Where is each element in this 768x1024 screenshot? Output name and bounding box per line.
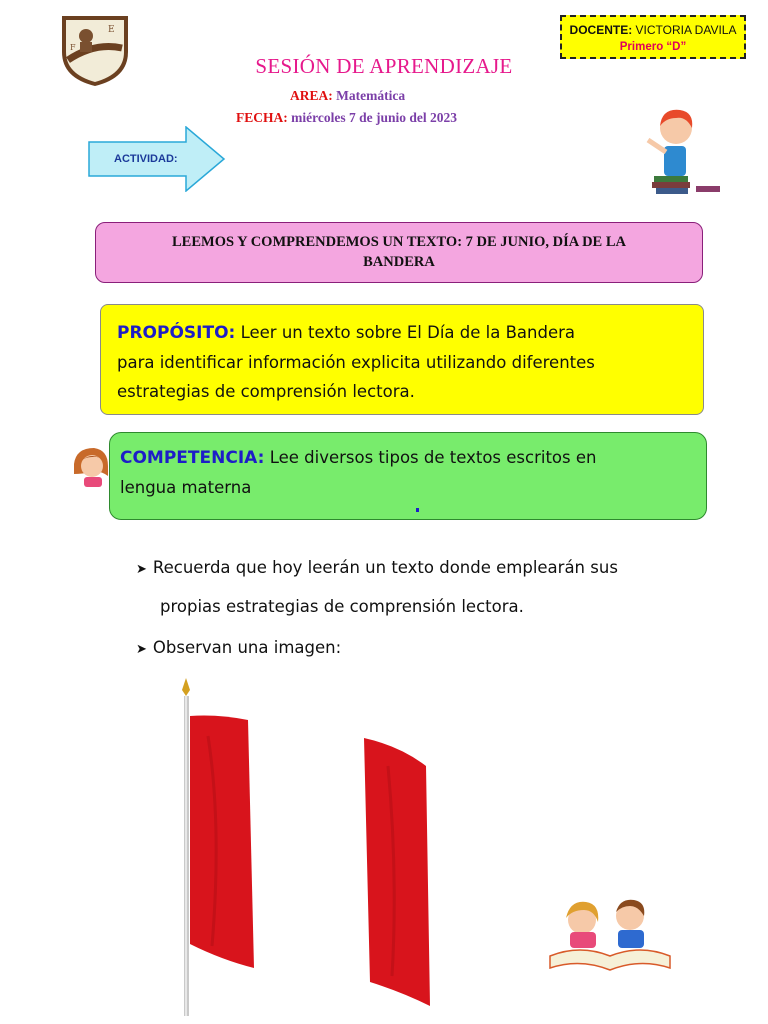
proposito-text-3: estrategias de comprensión lectora. <box>117 382 415 401</box>
lesson-title-line1: LEEMOS Y COMPRENDEMOS UN TEXTO: 7 DE JUNIO, DÍA DE LA <box>172 234 626 250</box>
proposito-label: PROPÓSITO <box>117 323 229 343</box>
bullet-observan <box>136 638 341 657</box>
proposito-box <box>100 304 704 415</box>
docente-box <box>560 15 746 59</box>
peru-flag-image <box>178 676 440 1016</box>
docente-name: VICTORIA DAVILA <box>635 23 737 37</box>
svg-text:F: F <box>70 43 76 52</box>
bullet-observan-text: Observan una imagen: <box>152 638 342 657</box>
kids-reading-illustration <box>540 892 682 976</box>
bullet-recuerda <box>136 558 618 577</box>
area-line <box>290 88 405 104</box>
competencia-dot <box>416 508 419 512</box>
bullet-recuerda-line2: propias estrategias de comprensión lectora. <box>160 597 524 616</box>
bullet-arrow-icon: ➤ <box>136 642 147 657</box>
fecha-value: miércoles 7 de junio del 2023 <box>291 110 457 125</box>
competencia-text-2: lengua materna <box>120 478 252 497</box>
area-value: Matemática <box>336 88 406 103</box>
proposito-text-1: Leer un texto sobre El Día de la Bandera <box>240 323 575 342</box>
bullet-arrow-icon: ➤ <box>136 562 147 577</box>
boy-reading-illustration <box>636 100 726 196</box>
proposito-text-2: para identificar información explicita utilizando diferentes <box>117 353 595 372</box>
fecha-label: FECHA: <box>236 110 288 125</box>
fecha-line <box>236 110 457 126</box>
lesson-title-box <box>95 222 703 283</box>
competencia-label: COMPETENCIA: <box>120 448 265 468</box>
girl-illustration <box>68 444 114 488</box>
bullet-recuerda-line1: Recuerda que hoy leerán un texto donde emplearán sus <box>152 558 618 577</box>
docente-label: DOCENTE: <box>569 23 633 37</box>
competencia-text-1: Lee diversos tipos de textos escritos en <box>269 448 597 467</box>
svg-text:E: E <box>108 25 115 35</box>
grado: Primero “D” <box>619 41 687 53</box>
competencia-box <box>109 432 707 520</box>
session-title: SESIÓN DE APRENDIZAJE <box>255 54 513 78</box>
actividad-label: ACTIVIDAD: <box>114 153 178 165</box>
lesson-title-line2: BANDERA <box>363 254 435 270</box>
area-label: AREA: <box>290 88 333 103</box>
proposito-colon: : <box>228 323 236 343</box>
